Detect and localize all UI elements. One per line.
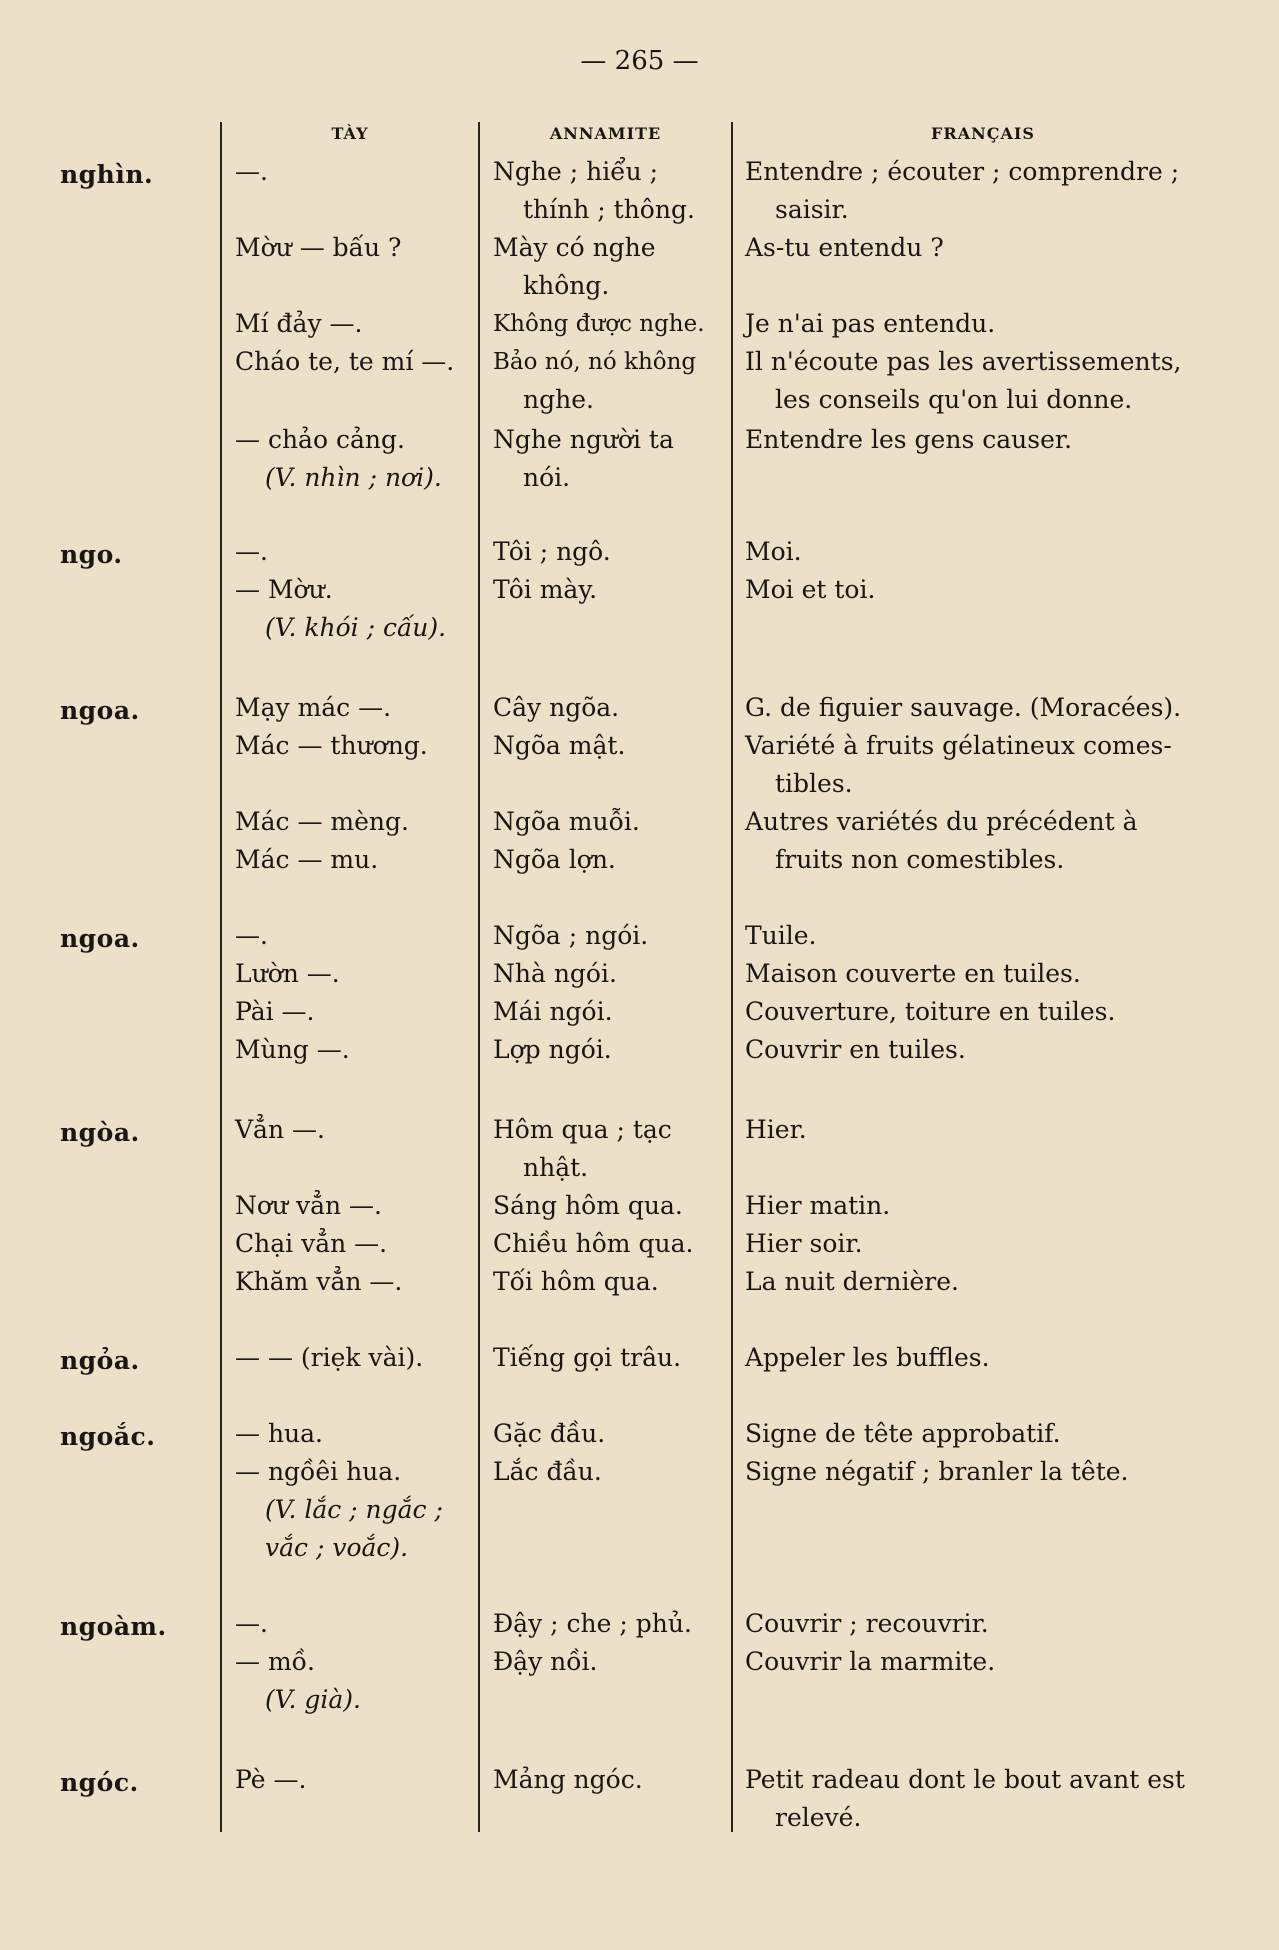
tay-entry: (V. nhìn ; nơi). xyxy=(265,463,442,492)
headword: ngoa. xyxy=(60,696,140,725)
francais-entry: Petit radeau dont le bout avant est xyxy=(745,1765,1185,1794)
tay-entry: Nơư vẳn —. xyxy=(235,1191,382,1220)
annamite-entry: Mày có nghe xyxy=(493,233,656,262)
annamite-entry: Nhà ngói. xyxy=(493,959,617,988)
francais-entry: fruits non comestibles. xyxy=(775,845,1065,874)
headword: ngoa. xyxy=(60,924,140,953)
francais-entry: Entendre ; écouter ; comprendre ; xyxy=(745,157,1180,186)
column-header-francais: FRANÇAIS xyxy=(931,124,1035,143)
annamite-entry: Đậy nồi. xyxy=(493,1647,598,1676)
headword: ngoàm. xyxy=(60,1612,167,1641)
headword: ngỏa. xyxy=(60,1346,140,1375)
francais-entry: La nuit dernière. xyxy=(745,1267,959,1296)
page-number: — 265 — xyxy=(580,46,699,76)
francais-entry: Hier matin. xyxy=(745,1191,891,1220)
tay-entry: Mí đảy —. xyxy=(235,309,363,338)
annamite-entry: Tôi mày. xyxy=(493,575,598,604)
tay-entry: Vẳn —. xyxy=(235,1115,325,1144)
annamite-entry: Sáng hôm qua. xyxy=(493,1191,683,1220)
annamite-entry: Tôi ; ngô. xyxy=(493,537,611,566)
annamite-entry: Mảng ngóc. xyxy=(493,1765,643,1794)
annamite-entry: Cây ngõa. xyxy=(493,693,620,722)
annamite-entry: Ngõa ; ngói. xyxy=(493,921,649,950)
headword: nghìn. xyxy=(60,160,154,189)
column-divider xyxy=(731,122,733,1832)
column-header-tay: TÀY xyxy=(331,124,369,143)
tay-entry: Mạy mác —. xyxy=(235,693,392,722)
tay-entry: Pè —. xyxy=(235,1765,307,1794)
francais-entry: Moi. xyxy=(745,537,802,566)
annamite-entry: Mái ngói. xyxy=(493,997,613,1026)
tay-entry: —. xyxy=(235,1609,268,1638)
francais-entry: tibles. xyxy=(775,769,853,798)
annamite-entry: Hôm qua ; tạc xyxy=(493,1115,672,1144)
annamite-entry: Ngõa lợn. xyxy=(493,845,616,874)
annamite-entry: Không được nghe. xyxy=(493,311,705,337)
tay-entry: (V. khói ; cấu). xyxy=(265,613,447,642)
tay-entry: — mồ. xyxy=(235,1647,315,1676)
tay-entry: — — (riẹk vài). xyxy=(235,1343,424,1372)
tay-entry: Cháo te, te mí —. xyxy=(235,347,455,376)
francais-entry: relevé. xyxy=(775,1803,862,1832)
annamite-entry: Lắc đầu. xyxy=(493,1457,602,1486)
tay-entry: vắc ; voắc). xyxy=(265,1533,409,1562)
francais-entry: Variété à fruits gélatineux comes- xyxy=(745,731,1172,760)
tay-entry: (V. già). xyxy=(265,1685,361,1714)
headword: ngo. xyxy=(60,540,123,569)
annamite-entry: Chiều hôm qua. xyxy=(493,1229,694,1258)
annamite-entry: nhật. xyxy=(523,1153,589,1182)
tay-entry: Mác — mu. xyxy=(235,845,379,874)
headword: ngòa. xyxy=(60,1118,140,1147)
tay-entry: — chảo cảng. xyxy=(235,425,405,454)
francais-entry: saisir. xyxy=(775,195,849,224)
annamite-entry: Nghe người ta xyxy=(493,425,674,454)
tay-entry: — ngồêi hua. xyxy=(235,1457,402,1486)
francais-entry: Entendre les gens causer. xyxy=(745,425,1073,454)
tay-entry: (V. lắc ; ngắc ; xyxy=(265,1495,443,1524)
tay-entry: Khăm vẳn —. xyxy=(235,1267,403,1296)
column-header-annamite: ANNAMITE xyxy=(549,124,662,143)
annamite-entry: thính ; thông. xyxy=(523,195,695,224)
annamite-entry: Ngõa mật. xyxy=(493,731,626,760)
annamite-entry: nói. xyxy=(523,463,571,492)
francais-entry: les conseils qu'on lui donne. xyxy=(775,385,1133,414)
headword: ngoắc. xyxy=(60,1422,156,1451)
annamite-entry: không. xyxy=(523,271,610,300)
francais-entry: Couvrir la marmite. xyxy=(745,1647,996,1676)
annamite-entry: Bảo nó, nó không xyxy=(493,349,697,375)
francais-entry: Tuile. xyxy=(745,921,817,950)
tay-entry: Pài —. xyxy=(235,997,315,1026)
tay-entry: Mác — mèng. xyxy=(235,807,409,836)
annamite-entry: Nghe ; hiểu ; xyxy=(493,157,659,186)
francais-entry: Moi et toi. xyxy=(745,575,876,604)
francais-entry: G. de figuier sauvage. (Moracées). xyxy=(745,693,1182,722)
annamite-entry: Lợp ngói. xyxy=(493,1035,612,1064)
annamite-entry: Ngõa muỗi. xyxy=(493,807,640,836)
francais-entry: Je n'ai pas entendu. xyxy=(745,309,996,338)
annamite-entry: Tối hôm qua. xyxy=(493,1267,659,1296)
column-divider xyxy=(220,122,222,1832)
column-divider xyxy=(478,122,480,1832)
francais-entry: Appeler les buffles. xyxy=(745,1343,990,1372)
francais-entry: As-tu entendu ? xyxy=(745,233,944,262)
annamite-entry: Tiếng gọi trâu. xyxy=(493,1343,682,1372)
tay-entry: Mác — thương. xyxy=(235,731,428,760)
francais-entry: Il n'écoute pas les avertissements, xyxy=(745,347,1182,376)
tay-entry: Mờư — bấu ? xyxy=(235,233,402,262)
francais-entry: Hier. xyxy=(745,1115,807,1144)
annamite-entry: Gặc đầu. xyxy=(493,1419,606,1448)
tay-entry: —. xyxy=(235,157,268,186)
francais-entry: Maison couverte en tuiles. xyxy=(745,959,1081,988)
tay-entry: Mùng —. xyxy=(235,1035,350,1064)
francais-entry: Couvrir ; recouvrir. xyxy=(745,1609,989,1638)
francais-entry: Hier soir. xyxy=(745,1229,863,1258)
tay-entry: — Mờư. xyxy=(235,575,333,604)
annamite-entry: nghe. xyxy=(523,385,594,414)
tay-entry: Lườn —. xyxy=(235,959,340,988)
francais-entry: Signe négatif ; branler la tête. xyxy=(745,1457,1129,1486)
francais-entry: Couvrir en tuiles. xyxy=(745,1035,966,1064)
francais-entry: Couverture, toiture en tuiles. xyxy=(745,997,1116,1026)
francais-entry: Signe de tête approbatif. xyxy=(745,1419,1061,1448)
tay-entry: — hua. xyxy=(235,1419,324,1448)
annamite-entry: Đậy ; che ; phủ. xyxy=(493,1609,692,1638)
headword: ngóc. xyxy=(60,1768,139,1797)
francais-entry: Autres variétés du précédent à xyxy=(745,807,1138,836)
tay-entry: Chại vẳn —. xyxy=(235,1229,388,1258)
tay-entry: —. xyxy=(235,921,268,950)
tay-entry: —. xyxy=(235,537,268,566)
